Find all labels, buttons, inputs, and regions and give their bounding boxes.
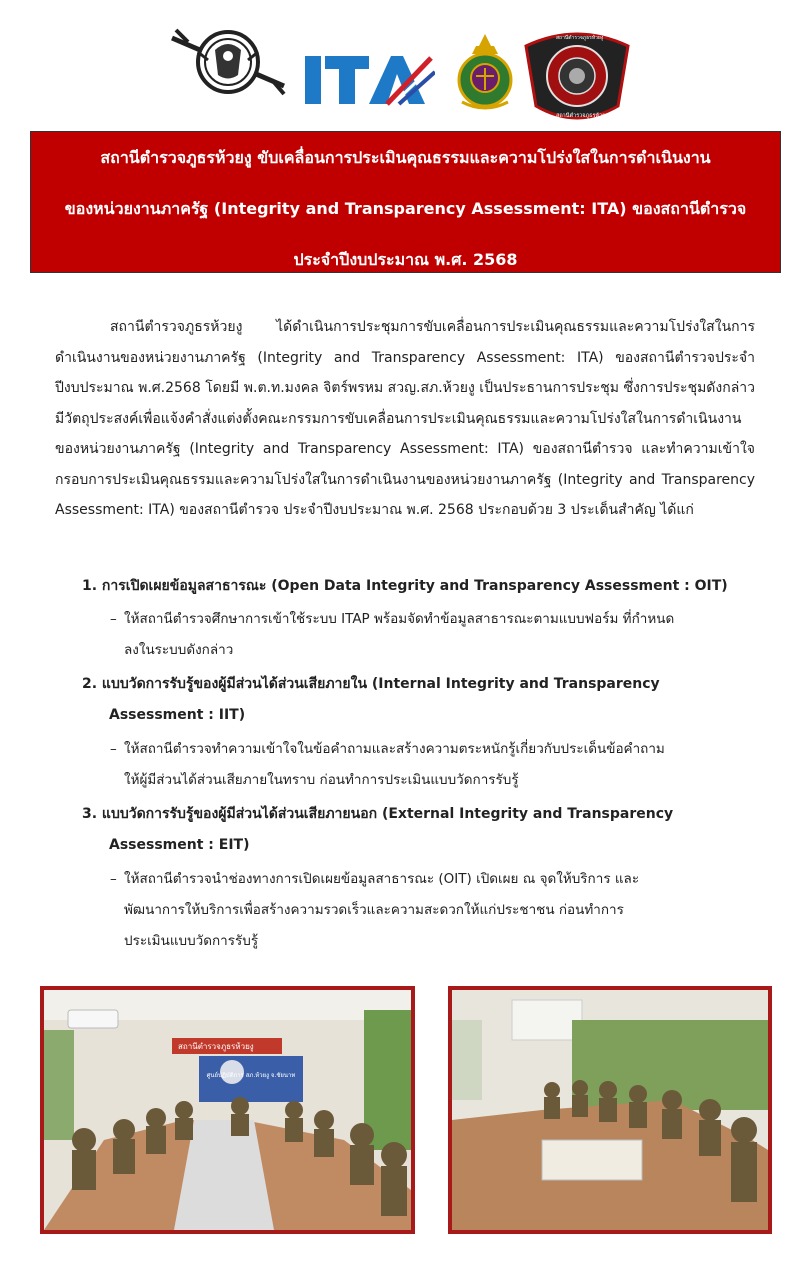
dash-marker: – xyxy=(110,741,117,757)
meeting-room-photo-icon xyxy=(452,990,768,1230)
station-badge xyxy=(518,26,636,126)
badge-bottom-text: สถานีตำรวจภูธรห้วยงู xyxy=(556,113,609,119)
meeting-photo-2 xyxy=(448,986,772,1234)
item-3-detail-line3: ประเมินแบบวัดการรับรู้ xyxy=(124,933,259,949)
item-1-heading xyxy=(82,571,762,602)
ita-logo-icon xyxy=(303,48,435,108)
banner-line-1: สถานีตำรวจภูธรห้วยงู ขับเคลื่อนการประเมินคุณธรรมและความโปร่งใสในการดำเนินงาน xyxy=(100,148,711,167)
item-1-detail xyxy=(110,604,760,666)
intro-paragraph: สถานีตำรวจภูธรห้วยงู ได้ดำเนินการประชุมการขับเคลื่อนการประเมินคุณธรรมและความโปร่งใสในการดำเนินงานของหน่วยงานภาครัฐ (Integrity and Transparency Assessment: ITA) ของสถานีตำรวจประจำปีงบประมาณ พ.ศ.2568 โดยมี พ.ต.ท.มงคล จิตร์พรหม สวญ.สภ.ห้วยงู เป็นประธานการประชุม ซึ่งการประชุมดังกล่าวมีวัตถุประสงค์เพื่อแจ้งคำสั่งแต่งตั้งคณะกรรมการขับเคลื่อนการประเมินคุณธรรมและความโปร่งใสในการดำเนินงานของหน่วยงานภาครัฐ (Integrity and Transparency Assessment: ITA) ของสถานีตำรวจ และทำความเข้าใจ กรอบการประเมินคุณธรรมและความโปร่งใสในการดำเนินงานของหน่วยงานภาครัฐ (Integrity and Transparency Assessment: ITA) ของสถานีตำรวจ ประจำปีงบประมาณ พ.ศ. 2568 ประกอบด้วย 3 ประเด็นสำคัญ ได้แก่ xyxy=(55,319,755,518)
item-3-detail xyxy=(110,864,760,957)
item-2-heading-line1: 2. แบบวัดการรับรู้ของผู้มีส่วนได้ส่วนเสียภายใน (Internal Integrity and Transparency xyxy=(82,676,660,692)
police-emblem-icon xyxy=(168,20,288,102)
intro-paragraph-block xyxy=(55,312,755,526)
item-3-detail-line2: พัฒนาการให้บริการเพื่อสร้างความรวดเร็วและความสะดวกให้แก่ประชาชน ก่อนทำการ xyxy=(124,902,624,918)
item-1-detail-line2: ลงในระบบดังกล่าว xyxy=(124,642,234,658)
item-2-heading-line2: Assessment : IIT) xyxy=(109,707,246,723)
item-2-heading xyxy=(82,669,762,731)
dash-marker: – xyxy=(110,871,117,887)
meeting-room-photo-icon xyxy=(44,990,411,1230)
dash-marker: – xyxy=(110,611,117,627)
logo-strip xyxy=(0,18,808,128)
item-2-detail-line1: ให้สถานีตำรวจทำความเข้าใจในข้อคำถามและสร้างความตระหนักรู้เกี่ยวกับประเด็นข้อคำถาม xyxy=(124,741,665,757)
title-banner xyxy=(30,131,781,273)
item-3-heading xyxy=(82,799,762,861)
item-1-heading-line1: 1. การเปิดเผยข้อมูลสาธารณะ (Open Data Integrity and Transparency Assessment : OIT) xyxy=(82,578,728,594)
nacc-emblem-icon xyxy=(454,32,516,112)
item-3-heading-line1: 3. แบบวัดการรับรู้ของผู้มีส่วนได้ส่วนเสียภายนอก (External Integrity and Transparency xyxy=(82,806,674,822)
item-1-detail-line1: ให้สถานีตำรวจศึกษาการเข้าใช้ระบบ ITAP พร้อมจัดทำข้อมูลสาธารณะตามแบบฟอร์ม ที่กำหนด xyxy=(124,611,675,627)
badge-top-text: สถานีตำรวจภูธรห้วยงู xyxy=(556,35,604,41)
banner-line-2: ของหน่วยงานภาครัฐ (Integrity and Transparency Assessment: ITA) ของสถานีตำรวจ xyxy=(64,199,747,218)
item-3-detail-line1: ให้สถานีตำรวจนำช่องทางการเปิดเผยข้อมูลสาธารณะ (OIT) เปิดเผย ณ จุดให้บริการ และ xyxy=(124,871,640,887)
ita-logo xyxy=(303,48,435,108)
meeting-photo-1 xyxy=(40,986,415,1234)
item-3-heading-line2: Assessment : EIT) xyxy=(109,837,250,853)
photo-1-sign: สถานีตำรวจภูธรห้วยงู xyxy=(178,1042,254,1051)
photo-1-board: ศูนย์ปฏิบัติการ สภ.ห้วยงู จ.ชัยนาท xyxy=(206,1072,296,1079)
item-2-detail-line2: ให้ผู้มีส่วนได้ส่วนเสียภายในทราบ ก่อนทำการประเมินแบบวัดการรับรู้ xyxy=(124,772,519,788)
banner-line-3: ประจำปีงบประมาณ พ.ศ. 2568 xyxy=(293,250,518,269)
item-2-detail xyxy=(110,734,760,796)
